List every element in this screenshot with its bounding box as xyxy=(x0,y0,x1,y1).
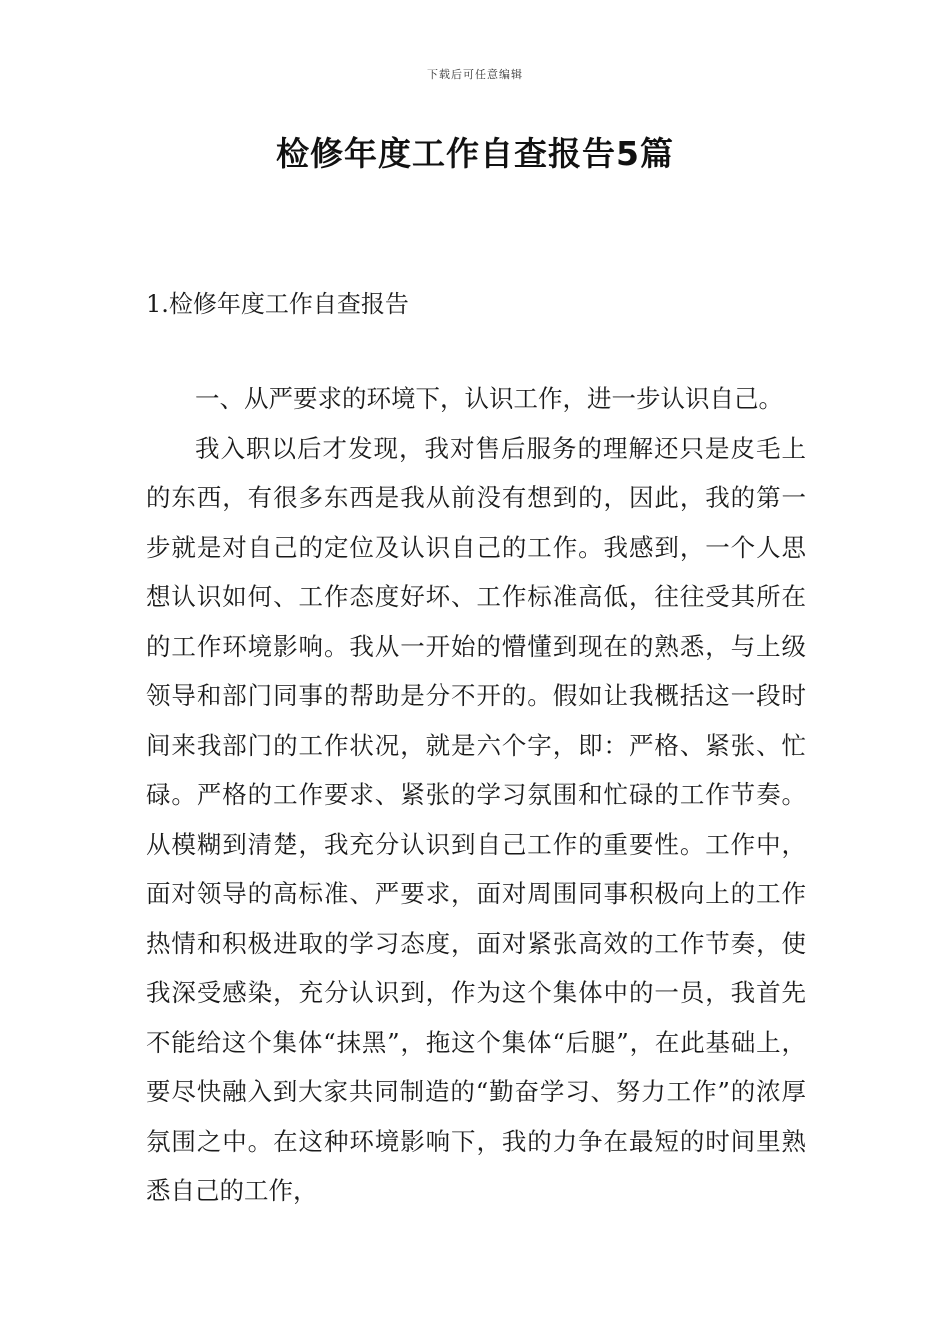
header-note: 下载后可任意编辑 xyxy=(427,68,523,81)
paragraph: 一、从严要求的环境下，认识工作，进一步认识自己。 xyxy=(195,384,783,413)
paragraph: 我入职以后才发现，我对售后服务的理解还只是皮毛上的东西，有很多东西是我从前没有想到的，因此，我的第一步就是对自己的定位及认识自己的工作。我感到，一个人思想认识如何、工作态度好坏、工作标准高低，往往受其所在的工作环境影响。我从一开始的懵懂到现在的熟悉，与上级领导和部门同事的帮助是分不开的。假如让我概括这一段时间来我部门的工作状况，就是六个字，即：严格、紧张、忙碌。严格的工作要求、紧张的学习氛围和忙碌的工作节奏。从模糊到清楚，我充分认识到自己工作的重要性。工作中，面对领导的高标准、严要求，面对周围同事积极向上的工作热情和积极进取的学习态度，面对紧张高效的工作节奏，使我深受感染，充分认识到，作为这个集体中的一员，我首先不能给这个集体“抹黑”，拖这个集体“后腿”，在此基础上，要尽快融入到大家共同制造的“勤奋学习、努力工作”的浓厚氛围之中。在这种环境影响下，我的力争在最短的时间里熟悉自己的工作， xyxy=(146,433,806,1205)
document-body xyxy=(146,374,806,1216)
section-heading: 1.检修年度工作自查报告 xyxy=(146,290,409,318)
document-title: 检修年度工作自查报告5篇 xyxy=(276,134,674,173)
